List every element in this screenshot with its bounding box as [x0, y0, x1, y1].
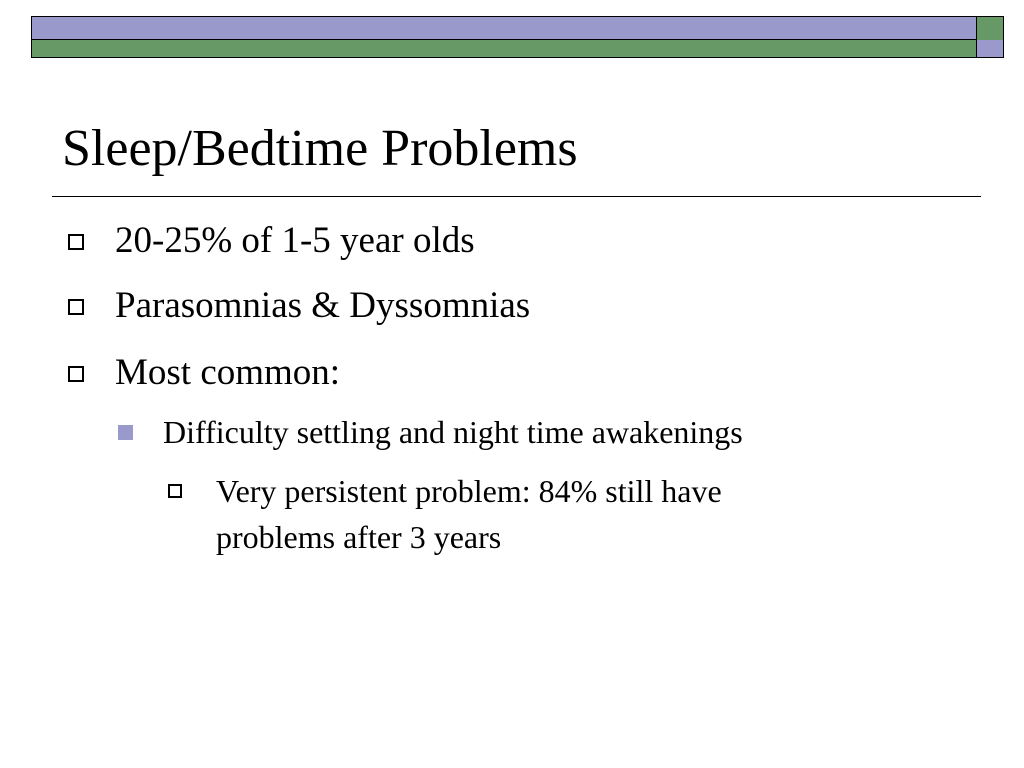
header-bar-green — [31, 40, 977, 58]
sub-bullet-item: Difficulty settling and night time awakenings — [163, 414, 743, 450]
bullet-item: Parasomnias & Dyssomnias — [115, 285, 531, 326]
bullet-item: 20-25% of 1-5 year olds — [115, 220, 475, 261]
sub-sub-bullet-line: Very persistent problem: 84% still have — [216, 473, 722, 509]
slide-title: Sleep/Bedtime Problems — [62, 120, 578, 177]
header-bar-purple — [31, 16, 977, 40]
sub-sub-bullet-line: problems after 3 years — [216, 519, 502, 555]
title-divider — [52, 196, 981, 197]
hollow-square-bullet-icon — [68, 234, 84, 250]
filled-square-bullet-icon — [118, 425, 133, 440]
hollow-square-bullet-icon — [68, 299, 84, 315]
hollow-square-bullet-icon — [68, 366, 84, 382]
corner-square-purple — [977, 40, 1004, 58]
hollow-square-bullet-icon — [168, 484, 182, 498]
bullet-item: Most common: — [115, 352, 341, 393]
corner-square-green — [977, 16, 1004, 41]
